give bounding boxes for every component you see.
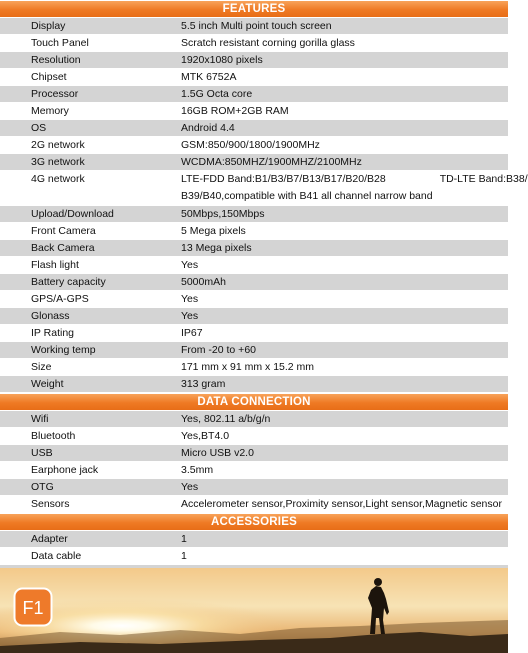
table-row (0, 206, 508, 223)
row-label: Front Camera (31, 225, 96, 237)
row-label: Upload/Download (31, 208, 114, 220)
f1-logo (13, 587, 53, 627)
table-row (0, 137, 508, 154)
table-row (0, 86, 508, 103)
row-value: Android 4.4 (181, 122, 235, 134)
row-label: Resolution (31, 54, 81, 66)
table-row (0, 428, 508, 445)
row-value: 1920x1080 pixels (181, 54, 263, 66)
table-row (0, 359, 508, 376)
section-header-data-connection: DATA CONNECTION (0, 393, 508, 411)
row-value: Accelerometer sensor,Proximity sensor,Light sensor,Magnetic sensor (181, 498, 502, 510)
row-label: Bluetooth (31, 430, 76, 442)
table-row (0, 120, 508, 137)
row-label: Battery capacity (31, 276, 106, 288)
row-value-line: LTE-FDD Band:B1/B3/B7/B13/B17/B20/B28 (181, 173, 386, 185)
row-label: Display (31, 20, 66, 32)
table-row (0, 325, 508, 342)
row-value: Yes, 802.11 a/b/g/n (181, 413, 271, 425)
row-value: 1.5G Octa core (181, 88, 253, 100)
table-row (0, 18, 508, 35)
row-label: Touch Panel (31, 37, 89, 49)
row-value: Yes (181, 293, 199, 305)
table-row (0, 496, 508, 513)
section-header-features: FEATURES (0, 0, 508, 18)
table-row (0, 171, 528, 206)
logo-text: F1 (22, 598, 44, 618)
row-value: 5.5 inch Multi point touch screen (181, 20, 332, 32)
row-value: 1 (181, 550, 187, 562)
data-connection-table (0, 411, 508, 513)
table-row (0, 257, 508, 274)
table-row (0, 52, 508, 69)
row-label: OS (31, 122, 47, 134)
table-row (0, 479, 508, 496)
row-value: From -20 to +60 (181, 344, 256, 356)
row-value: 313 gram (181, 378, 226, 390)
row-label: Chipset (31, 71, 67, 83)
row-label: Memory (31, 105, 69, 117)
table-row (0, 462, 508, 479)
table-row (0, 411, 508, 428)
row-label: Weight (31, 378, 64, 390)
row-value-line: TD-LTE Band:B38/ (439, 173, 528, 185)
table-row (0, 223, 508, 240)
row-value: Yes (181, 310, 199, 322)
table-row (0, 376, 508, 393)
row-value: Yes (181, 259, 199, 271)
row-label: Glonass (31, 310, 70, 322)
row-value: GSM:850/900/1800/1900MHz (181, 139, 320, 151)
row-label: 2G network (31, 139, 85, 151)
row-value: 13 Mega pixels (181, 242, 252, 254)
row-value: 16GB ROM+2GB RAM (181, 105, 289, 117)
row-label: Earphone jack (31, 464, 99, 476)
row-value: WCDMA:850MHZ/1900MHZ/2100MHz (181, 156, 362, 168)
row-value: Scratch resistant corning gorilla glass (181, 37, 355, 49)
row-label: Data cable (31, 550, 82, 562)
row-value: 1 (181, 533, 187, 545)
row-value: Yes,BT4.0 (181, 430, 230, 442)
table-row (0, 240, 508, 257)
row-value: IP67 (181, 327, 203, 339)
row-label: Back Camera (31, 242, 95, 254)
row-label: IP Rating (31, 327, 74, 339)
row-label: Wifi (31, 413, 49, 425)
row-label: Processor (31, 88, 79, 100)
row-label: Flash light (31, 259, 79, 271)
row-value: Yes (181, 481, 199, 493)
sunset-banner-image (0, 568, 508, 653)
table-row (0, 291, 508, 308)
row-label: USB (31, 447, 53, 459)
row-value: 50Mbps,150Mbps (181, 208, 265, 220)
row-label: Sensors (31, 498, 70, 510)
section-header-accessories: ACCESSORIES (0, 513, 508, 531)
table-row (0, 445, 508, 462)
row-value: 5000mAh (181, 276, 226, 288)
table-row (0, 154, 508, 171)
row-label: Adapter (31, 533, 68, 545)
table-row (0, 342, 508, 359)
row-label: Size (31, 361, 52, 373)
table-row (0, 103, 508, 120)
table-row (0, 548, 508, 565)
row-label: 3G network (31, 156, 85, 168)
features-table (0, 18, 528, 393)
row-value: MTK 6752A (181, 71, 237, 83)
table-row (0, 531, 508, 548)
row-label: 4G network (31, 173, 85, 185)
row-value: 171 mm x 91 mm x 15.2 mm (181, 361, 315, 373)
row-label: Working temp (31, 344, 96, 356)
table-row (0, 69, 508, 86)
row-value-line: B39/B40,compatible with B41 all channel narrow band (181, 190, 433, 202)
row-label: GPS/A-GPS (31, 293, 89, 305)
row-label: OTG (31, 481, 54, 493)
table-row (0, 274, 508, 291)
row-value: 5 Mega pixels (181, 225, 246, 237)
table-row (0, 308, 508, 325)
row-value-multiline (181, 171, 528, 205)
table-row (0, 35, 508, 52)
row-value: 3.5mm (181, 464, 214, 476)
row-value: Micro USB v2.0 (181, 447, 254, 459)
